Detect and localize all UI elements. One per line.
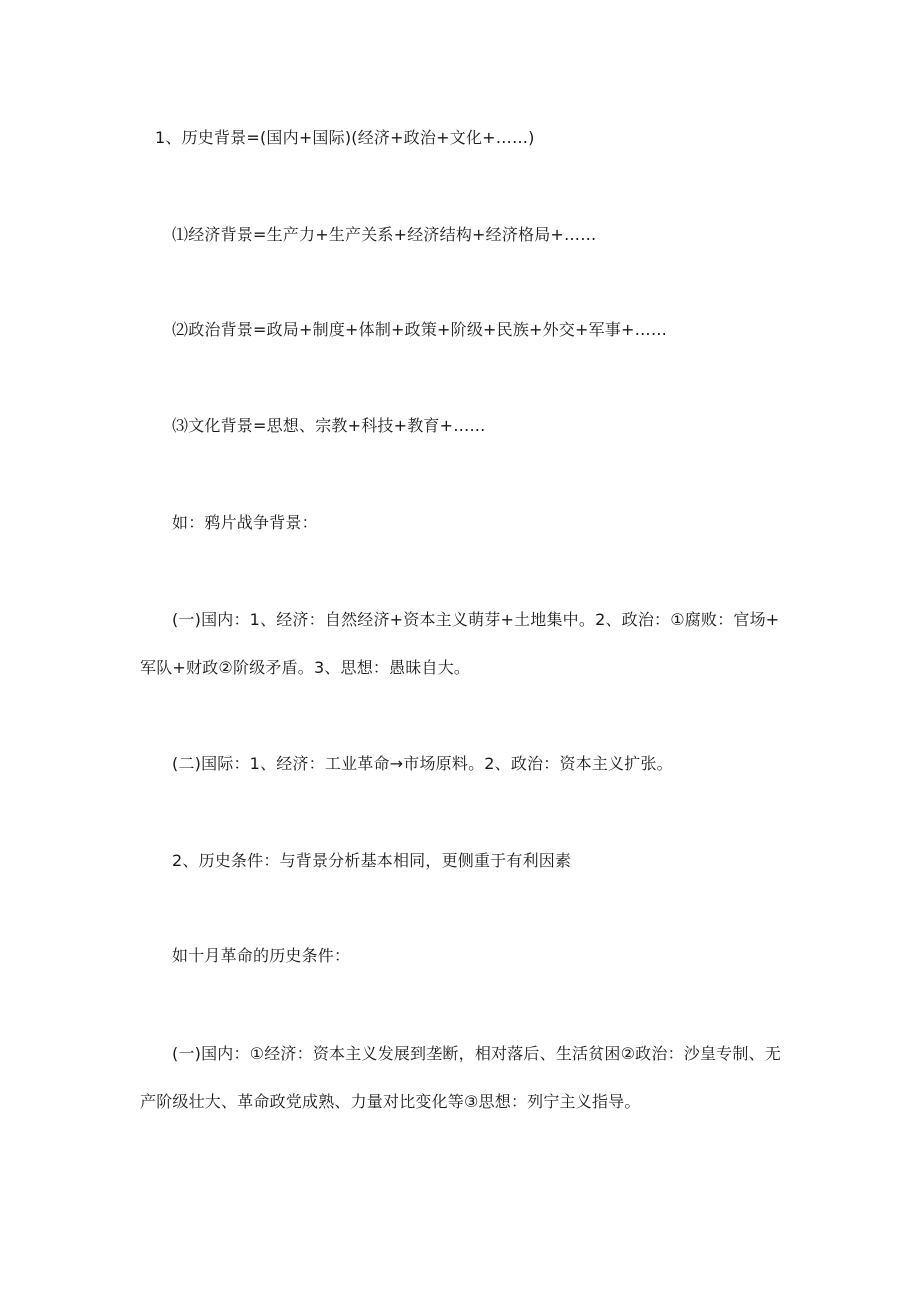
heading-historical-background: 1、历史背景=(国内+国际)(经济+政治+文化+……): [155, 128, 535, 147]
example-october-revolution-domestic-line2: 产阶级壮大、革命政党成熟、力量对比变化等③思想：列宁主义指导。: [140, 1092, 641, 1111]
item-political-background: ⑵政治背景=政局+制度+体制+政策+阶级+民族+外交+军事+……: [172, 320, 668, 339]
example-opium-war-domestic-line1: (一)国内：1、经济：自然经济+资本主义萌芽+土地集中。2、政治：①腐败：官场+: [172, 610, 780, 629]
example-opium-war-domestic-line2: 军队+财政②阶级矛盾。3、思想：愚昧自大。: [140, 658, 471, 677]
example-opium-war-international: (二)国际：1、经济：工业革命→市场原料。2、政治：资本主义扩张。: [172, 754, 673, 773]
item-cultural-background: ⑶文化背景=思想、宗教+科技+教育+……: [172, 416, 486, 435]
heading-historical-conditions: 2、历史条件：与背景分析基本相同，更侧重于有利因素: [172, 851, 572, 870]
item-economic-background: ⑴经济背景=生产力+生产关系+经济结构+经济格局+……: [172, 225, 597, 244]
example-october-revolution-domestic-line1: (一)国内：①经济：资本主义发展到垄断，相对落后、生活贫困②政治：沙皇专制、无: [172, 1044, 781, 1063]
example-october-revolution-intro: 如十月革命的历史条件：: [172, 946, 351, 965]
example-opium-war-intro: 如：鸦片战争背景：: [172, 513, 318, 532]
